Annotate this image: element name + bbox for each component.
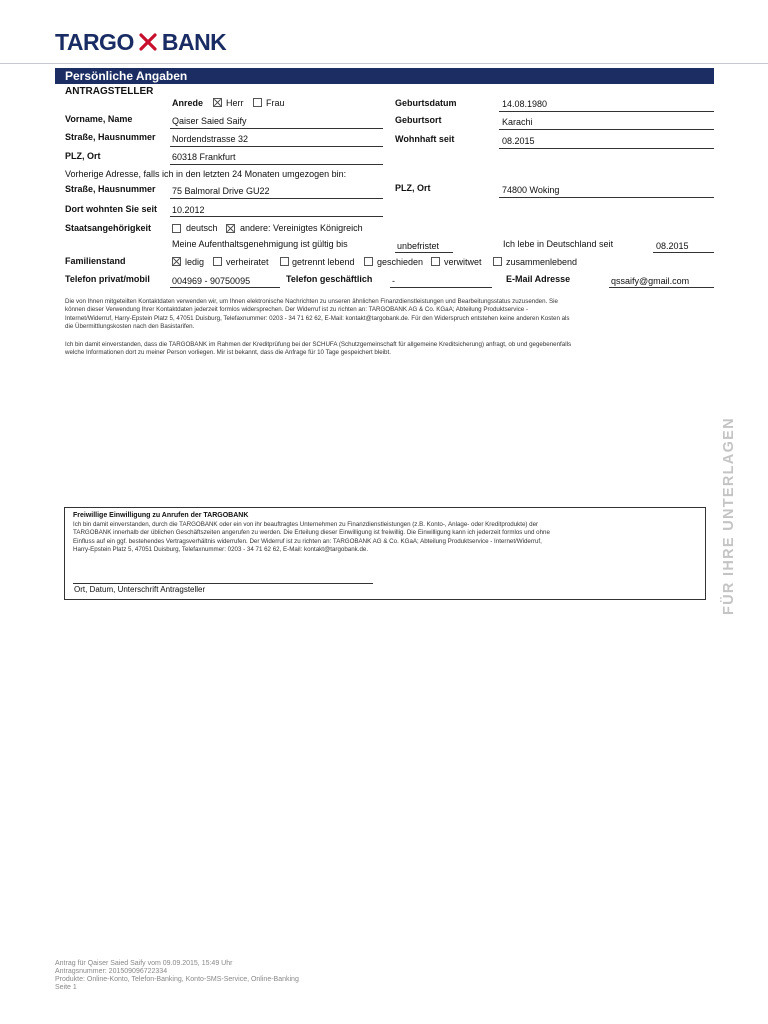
telefon-geschaeft-underline xyxy=(390,287,492,288)
schufa-notice xyxy=(65,341,715,358)
consent-line: TARGOBANK innerhalb der üblichen Geschäftszeiten angerufen zu werden. Die Erteilung dieser Einwilligung ist freiwillig. Die Einwilligung kann ich jederzeit formlos und ohne xyxy=(73,529,550,537)
footer-line: Seite 1 xyxy=(55,984,77,991)
notice-line: Die von Ihnen mitgeteilten Kontaktdaten verwenden wir, um Ihnen elektronische Nachrichten zu unseren ähnlichen Finanzdienstleistungen und Bearbeitungsstatus zuzusenden. Sie xyxy=(65,298,558,305)
wohnhaft-seit-underline xyxy=(499,148,714,149)
footer-line: Antragsnummer: 201509096722334 xyxy=(55,968,168,975)
familienstand-ledig-checkbox[interactable] xyxy=(172,257,181,266)
vorname-name-value[interactable]: Qaiser Saied Saify xyxy=(172,116,247,126)
header-divider xyxy=(0,63,768,64)
telefon-privat-underline xyxy=(170,287,280,288)
prev-address-note: Vorherige Adresse, falls ich in den letzten 24 Monaten umgezogen bin: xyxy=(65,169,347,179)
prev-strasse-label: Straße, Hausnummer xyxy=(65,184,156,194)
plz-ort-label: PLZ, Ort xyxy=(65,151,101,161)
consent-text xyxy=(73,521,701,554)
notice-line: welche Informationen dort zu meiner Person vorliegen. Mir ist bekannt, dass die Anfrage für 10 Tage gespeichert bleibt. xyxy=(65,349,391,357)
familienstand-verwitwet-label: verwitwet xyxy=(444,257,482,267)
aufenthalt-label: Meine Aufenthaltsgenehmigung ist gültig bis xyxy=(172,239,348,249)
familienstand-zusammenlebend-label: zusammenlebend xyxy=(506,257,578,267)
plz-ort-value[interactable]: 60318 Frankfurt xyxy=(172,152,236,162)
staat-deutsch-label: deutsch xyxy=(186,223,218,233)
subsection-title: ANTRAGSTELLER xyxy=(65,86,154,97)
geburtsdatum-label: Geburtsdatum xyxy=(395,98,457,108)
side-label: FÜR IHRE UNTERLAGEN xyxy=(721,417,737,615)
notice-line: Internet/Widerruf, Harry-Epstein Platz 5, 47051 Duisburg, Telefaxnummer: 0203 - 34 71 62 62, E-Mail: kontakt@targobank.de. Für den Widerspruch entstehen keine anderen Kosten als xyxy=(65,314,570,322)
consent-line: Ich bin damit einverstanden, durch die TARGOBANK oder ein von ihr beauftragtes Unternehmen zu Finanzdienstleistungen (z.B. Konto-, Anlage- oder Kreditprodukte) der xyxy=(73,521,539,528)
staat-andere-label: andere: Vereinigtes Königreich xyxy=(240,223,363,233)
geburtsdatum-underline xyxy=(499,111,714,112)
dort-wohnten-label: Dort wohnten Sie seit xyxy=(65,204,158,214)
footer-line: Produkte: Online-Konto, Telefon-Banking, Konto-SMS-Service, Online-Banking xyxy=(55,976,299,983)
dort-wohnten-value[interactable]: 10.2012 xyxy=(172,205,205,215)
vorname-name-underline xyxy=(170,128,383,129)
wohnhaft-seit-label: Wohnhaft seit xyxy=(395,134,455,144)
vorname-name-label: Vorname, Name xyxy=(65,114,133,124)
strasse-value[interactable]: Nordendstrasse 32 xyxy=(172,134,249,144)
footer xyxy=(55,960,299,992)
staat-deutsch-checkbox[interactable] xyxy=(172,224,181,233)
notice-line: die Übermittlungskosten nach den Basistarifen. xyxy=(65,322,195,330)
familienstand-verheiratet-label: verheiratet xyxy=(226,257,269,267)
familienstand-ledig-label: ledig xyxy=(185,257,205,267)
prev-plz-ort-label: PLZ, Ort xyxy=(395,183,431,193)
anrede-frau-label: Frau xyxy=(266,98,285,108)
geburtsdatum-value[interactable]: 14.08.1980 xyxy=(502,99,548,109)
section-title: Persönliche Angaben xyxy=(65,69,188,83)
anrede-herr-label: Herr xyxy=(226,98,244,108)
plz-ort-underline xyxy=(170,164,383,165)
familienstand-verwitwet-checkbox[interactable] xyxy=(431,257,440,266)
logo-mark-icon xyxy=(138,31,158,58)
in-deutschland-value[interactable]: 08.2015 xyxy=(656,241,689,251)
anrede-label: Anrede xyxy=(172,98,204,108)
familienstand-zusammenlebend-checkbox[interactable] xyxy=(493,257,502,266)
aufenthalt-underline xyxy=(395,252,453,253)
dort-wohnten-underline xyxy=(170,216,383,217)
familienstand-getrennt-checkbox[interactable] xyxy=(280,257,289,266)
consent-title: Freiwillige Einwilligung zu Anrufen der TARGOBANK xyxy=(73,512,249,519)
geburtsort-label: Geburtsort xyxy=(395,115,442,125)
familienstand-geschieden-label: geschieden xyxy=(377,257,424,267)
targobank-logo xyxy=(55,29,226,58)
email-value[interactable]: qssaify@gmail.com xyxy=(611,276,690,286)
in-deutschland-label: Ich lebe in Deutschland seit xyxy=(503,239,614,249)
prev-plz-ort-underline xyxy=(499,197,714,198)
consent-line: Einfluss auf ein ggf. bestehendes Vertragsverhältnis widerrufen. Der Widerruf ist zu richten an: TARGOBANK AG & Co. KGaA; Abteilung Produktservice - Internet/Widerruf, xyxy=(73,537,542,545)
in-deutschland-underline xyxy=(653,252,714,253)
telefon-privat-label: Telefon privat/mobil xyxy=(65,274,150,284)
signature-label: Ort, Datum, Unterschrift Antragsteller xyxy=(74,585,206,594)
footer-line: Antrag für Qaiser Saied Saify vom 09.09.2015, 15:49 Uhr xyxy=(55,960,233,967)
notice-line: Ich bin damit einverstanden, dass die TARGOBANK im Rahmen der Kreditprüfung bei der SCHUFA (Schutzgemeinschaft für allgemeine Kreditsicherung) anfragt, ob und gegebenenfalls xyxy=(65,341,572,348)
aufenthalt-value[interactable]: unbefristet xyxy=(397,241,440,251)
email-underline xyxy=(609,287,714,288)
contact-data-notice xyxy=(65,298,715,331)
telefon-privat-value[interactable]: 004969 - 90750095 xyxy=(172,276,251,286)
email-label: E-Mail Adresse xyxy=(506,274,571,284)
familienstand-label: Familienstand xyxy=(65,256,126,266)
staat-andere-checkbox[interactable] xyxy=(226,224,235,233)
logo-right-text: BANK xyxy=(161,29,227,55)
prev-strasse-value[interactable]: 75 Balmoral Drive GU22 xyxy=(172,186,270,196)
telefon-geschaeft-label: Telefon geschäftlich xyxy=(286,274,373,284)
strasse-label: Straße, Hausnummer xyxy=(65,132,156,142)
anrede-herr-checkbox[interactable] xyxy=(213,98,222,107)
wohnhaft-seit-value[interactable]: 08.2015 xyxy=(502,136,535,146)
familienstand-geschieden-checkbox[interactable] xyxy=(364,257,373,266)
notice-line: können dieser Verwendung Ihrer Kontaktdaten jederzeit formlos widersprechen. Der Widerruf ist zu richten an: TARGOBANK AG & Co. KGaA; Abteilung Produktservice - xyxy=(65,306,529,314)
prev-strasse-underline xyxy=(170,198,383,199)
geburtsort-underline xyxy=(499,129,714,130)
telefon-geschaeft-value[interactable]: - xyxy=(392,276,395,286)
familienstand-verheiratet-checkbox[interactable] xyxy=(213,257,222,266)
prev-plz-ort-value[interactable]: 74800 Woking xyxy=(502,185,560,195)
staatsangehoerigkeit-label: Staatsangehörigkeit xyxy=(65,223,152,233)
signature-line[interactable] xyxy=(73,583,373,584)
consent-line: Harry-Epstein Platz 5, 47051 Duisburg, Telefaxnummer: 0203 - 34 71 62 62, E-Mail: kontakt@targobank.de. xyxy=(73,545,369,553)
familienstand-getrennt-label: getrennt lebend xyxy=(292,257,355,267)
logo-left-text: TARGO xyxy=(55,29,134,55)
anrede-frau-checkbox[interactable] xyxy=(253,98,262,107)
strasse-underline xyxy=(170,146,383,147)
geburtsort-value[interactable]: Karachi xyxy=(502,117,533,127)
